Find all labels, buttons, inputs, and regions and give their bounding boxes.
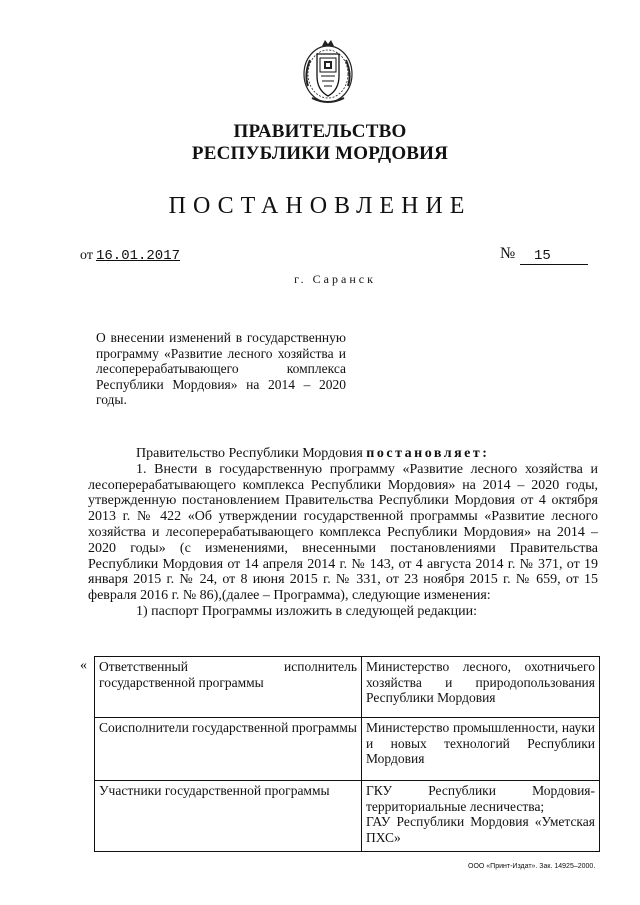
resolve-lead-text: Правительство Республики Мордовия (136, 446, 367, 461)
document-date: 16.01.2017 (96, 248, 181, 264)
city-label: г. Саранск (294, 272, 376, 286)
table-row (95, 718, 600, 781)
body-paragraph-item-1: 1. Внести в государственную программу «Развитие лесного хозяйства и лесоперерабатывающего комплекса Республики Мордовия» на 2014 – 2020 годы, утвержденную постановлением Правительства Республики Мордовия от 4 октября 2013 г. № 422 «Об утверждении государственной программы «Развитие лесного хозяйства и лесоперерабатывающего комплекса Республики Мордовия» на 2014 – 2020 годы» (с изменениями, внесенными постановлениями Правительства Республики Мордовия от 14 апреля 2014 г. № 143, от 4 августа 2014 г. № 371, от 19 января 2015 г. № 24, от 8 июня 2015 г. № 331, от 23 ноября 2015 г. № 659, от 15 февраля 2016 г. № 86),(далее – Программа), следующие изменения: (88, 461, 598, 604)
body-paragraph-resolve (88, 446, 598, 462)
coat-of-arms-emblem (300, 36, 356, 108)
table-cell-value: Министерство лесного, охотничьего хозяйства и природопользования Республики Мордовия (362, 657, 600, 718)
decree-title: О внесении изменений в государственную программу «Развитие лесного хозяйства и лесоперерабатывающего комплекса Республики Мордовия» на 2014 – 2020 годы. (96, 330, 346, 407)
government-title-line2: РЕСПУБЛИКИ МОРДОВИЯ (191, 143, 449, 164)
government-title-line1: ПРАВИТЕЛЬСТВО (233, 121, 407, 142)
table-cell-value: Министерство промышленности, науки и новых технологий Республики Мордовия (362, 718, 600, 781)
program-passport-table (94, 656, 600, 852)
resolve-keyword: постановляет: (366, 446, 490, 461)
number-prefix: № (500, 245, 516, 262)
table-cell-value (362, 781, 600, 852)
table-row (95, 781, 600, 852)
body-paragraph-passport: 1) паспорт Программы изложить в следующей редакции: (136, 603, 477, 619)
document-type-heading: ПОСТАНОВЛЕНИЕ (168, 193, 472, 219)
printer-footer: ООО «Принт-Издат». Зак. 14925–2000. (468, 863, 596, 870)
table-cell-label: Соисполнители государственной программы (95, 718, 362, 781)
date-prefix: от (80, 248, 93, 263)
opening-quote-mark: « (80, 658, 87, 673)
table-row (95, 657, 600, 718)
table-cell-label: Участники государственной программы (95, 781, 362, 852)
document-number: 15 (520, 248, 588, 265)
participant-line-2: ГАУ Республики Мордовия «Уметская ПХС» (366, 814, 595, 845)
participant-line-1: ГКУ Республики Мордовия-территориальные лесничества; (366, 783, 595, 814)
decree-body (88, 446, 598, 620)
table-cell-label: Ответственный исполнитель государственной программы (95, 657, 362, 718)
